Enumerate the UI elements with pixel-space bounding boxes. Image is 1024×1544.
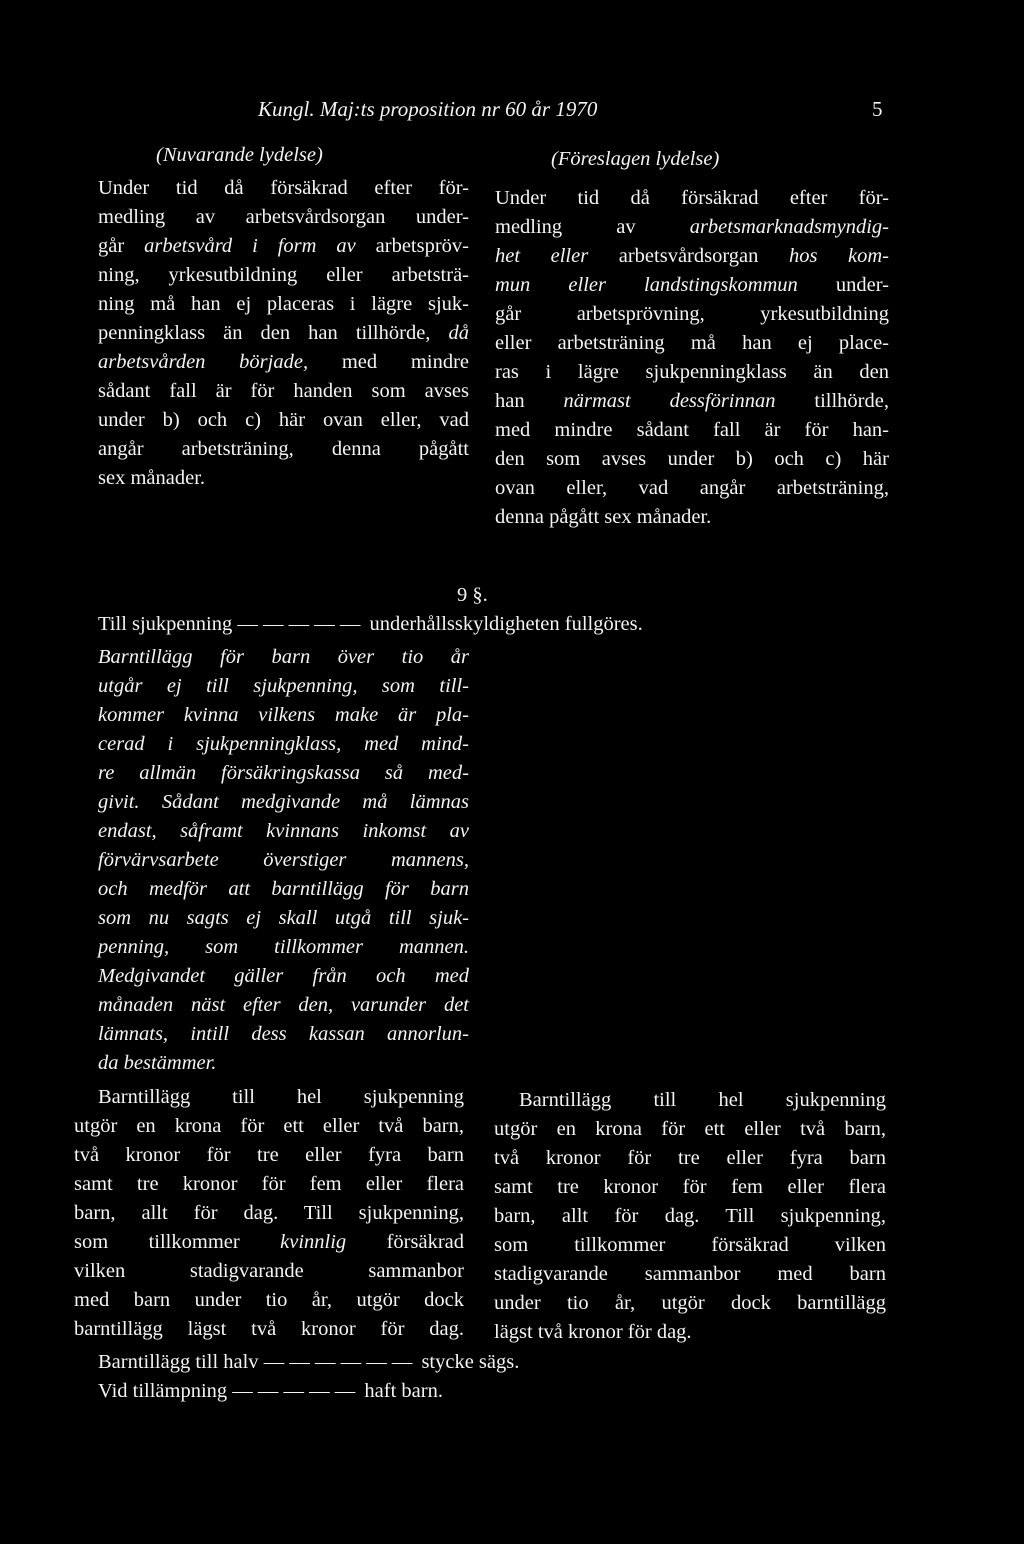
text-line: månaden näst efter den, varunder det: [98, 994, 469, 1016]
text-line: ning, yrkesutbildning eller arbetsträ-: [98, 264, 469, 286]
text-line: endast, såframt kvinnans inkomst av: [98, 820, 469, 842]
text-line: utgör en krona för ett eller två barn,: [74, 1115, 464, 1137]
text-line: barntillägg lägst två kronor för dag.: [74, 1318, 464, 1340]
line-start: Barntillägg till halv: [98, 1351, 259, 1373]
full-width-line-2: [98, 1348, 519, 1376]
text-line: penning, som tillkommer mannen.: [98, 936, 469, 958]
text-line: under b) och c) här ovan eller, vad: [98, 409, 469, 431]
text-line: het eller arbetsvårdsorgan hos kom-: [495, 245, 889, 267]
text-line: som tillkommer försäkrad vilken: [494, 1234, 886, 1256]
text-line: två kronor för tre eller fyra barn: [494, 1147, 886, 1169]
text-line: Medgivandet gäller från och med: [98, 965, 469, 987]
text-line: Barntillägg till hel sjukpenning: [519, 1089, 886, 1111]
text-line: som tillkommer kvinnlig försäkrad: [74, 1231, 464, 1253]
text-line: Barntillägg för barn över tio år: [98, 646, 469, 668]
text-line: ning må han ej placeras i lägre sjuk-: [98, 293, 469, 315]
text-line: samt tre kronor för fem eller flera: [74, 1173, 464, 1195]
text-line: ras i lägre sjukpenningklass än den: [495, 361, 889, 383]
line-end: haft barn.: [364, 1380, 443, 1402]
page-number: 5: [872, 97, 883, 121]
text-line: förvärvsarbete överstiger mannens,: [98, 849, 469, 871]
line-start: Vid tillämpning: [98, 1380, 228, 1402]
text-line: arbetsvården började, med mindre: [98, 351, 469, 373]
text-line: Barntillägg till hel sjukpenning: [98, 1086, 464, 1108]
omission-dashes: — — — — —: [237, 613, 361, 635]
text-line: samt tre kronor för fem eller flera: [494, 1176, 886, 1198]
text-line: da bestämmer.: [98, 1052, 217, 1074]
page-header-title: Kungl. Maj:ts proposition nr 60 år 1970: [258, 97, 598, 121]
text-line: och medför att barntillägg för barn: [98, 878, 469, 900]
left-column-heading: (Nuvarande lydelse): [156, 144, 323, 166]
text-line: går arbetsvård i form av arbetspröv-: [98, 235, 469, 257]
text-line: går arbetsprövning, yrkesutbildning: [495, 303, 889, 325]
text-line: två kronor för tre eller fyra barn: [74, 1144, 464, 1166]
text-line: denna pågått sex månader.: [495, 506, 712, 528]
text-line: ovan eller, vad angår arbetsträning,: [495, 477, 889, 499]
text-line: Under tid då försäkrad efter för-: [98, 177, 469, 199]
text-line: barn, allt för dag. Till sjukpenning,: [74, 1202, 464, 1224]
full-width-line-3: [98, 1377, 443, 1405]
text-line: som nu sagts ej skall utgå till sjuk-: [98, 907, 469, 929]
text-line: kommer kvinna vilkens make är pla-: [98, 704, 469, 726]
text-line: lämnats, intill dess kassan annorlun-: [98, 1023, 469, 1045]
text-line: med barn under tio år, utgör dock: [74, 1289, 464, 1311]
text-line: sådant fall är för handen som avses: [98, 380, 469, 402]
text-line: Under tid då försäkrad efter för-: [495, 187, 889, 209]
text-line: han närmast dessförinnan tillhörde,: [495, 390, 889, 412]
right-column-heading: (Föreslagen lydelse): [551, 148, 720, 170]
text-line: sex månader.: [98, 467, 206, 489]
text-line: re allmän försäkringskassa så med-: [98, 762, 469, 784]
text-line: under tio år, utgör dock barntillägg: [494, 1292, 886, 1314]
line-start: Till sjukpenning: [98, 613, 233, 635]
text-line: vilken stadigvarande sammanbor: [74, 1260, 464, 1282]
line-end: underhållsskyldigheten fullgöres.: [369, 613, 643, 635]
text-line: med mindre sådant fall är för han-: [495, 419, 889, 441]
text-line: stadigvarande sammanbor med barn: [494, 1263, 886, 1285]
omission-dashes: — — — — —: [232, 1380, 356, 1402]
line-end: stycke sägs.: [421, 1351, 520, 1373]
text-line: mun eller landstingskommun under-: [495, 274, 889, 296]
text-line: cerad i sjukpenningklass, med mind-: [98, 733, 469, 755]
text-line: den som avses under b) och c) här: [495, 448, 889, 470]
text-line: penningklass än den han tillhörde, då: [98, 322, 469, 344]
omission-dashes: — — — — — —: [263, 1351, 413, 1373]
full-width-line-1: [98, 610, 643, 638]
text-line: eller arbetsträning må han ej place-: [495, 332, 889, 354]
section-mark: 9 §.: [457, 584, 488, 606]
text-line: givit. Sådant medgivande må lämnas: [98, 791, 469, 813]
text-line: medling av arbetsmarknadsmyndig-: [495, 216, 889, 238]
text-line: utgör en krona för ett eller två barn,: [494, 1118, 886, 1140]
text-line: barn, allt för dag. Till sjukpenning,: [494, 1205, 886, 1227]
text-line: lägst två kronor för dag.: [494, 1321, 692, 1343]
text-line: medling av arbetsvårdsorgan under-: [98, 206, 469, 228]
text-line: angår arbetsträning, denna pågått: [98, 438, 469, 460]
text-line: utgår ej till sjukpenning, som till-: [98, 675, 469, 697]
